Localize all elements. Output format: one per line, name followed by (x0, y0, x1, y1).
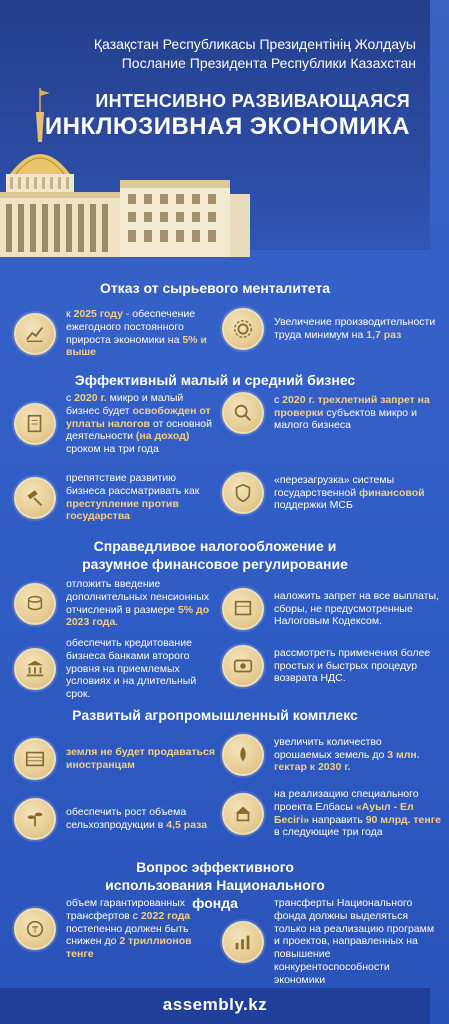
pension-coins-icon (14, 583, 56, 625)
header-title-ru: Послание Президента Республики Казахстан (121, 55, 416, 71)
no-inspection-icon (222, 392, 264, 434)
footer-site[interactable]: assembly.kz (0, 988, 430, 1024)
growth-chart-icon (14, 313, 56, 355)
item-text: препятствие развитию бизнеса рассматривать как преступление против государства (66, 472, 200, 523)
list-item (222, 308, 444, 350)
item-text: обеспечить рост объема сельхозпродукции в 4,5 раза (66, 806, 208, 831)
irrigation-icon (222, 734, 264, 776)
land-field-icon (14, 738, 56, 780)
item-text: на реализацию специального проекта Елбасы «Ауыл - Ел Бесігі» направить 90 млрд. тенге в следующие три года (274, 788, 441, 839)
item-text: трансферты Национального фонда должны выделяться только на реализацию программ и проектов, направленных на повышение конкурентоспособности экономики (274, 897, 435, 986)
header-banner (0, 0, 430, 250)
item-text: «перезагрузка» системы государственной финансовой поддержки МСБ (274, 473, 425, 512)
list-item (222, 588, 449, 630)
item-text: наложить запрет на все выплаты, сборы, не предусмотренные Налоговым Кодексом. (274, 589, 439, 628)
list-item (14, 308, 216, 359)
item-text: с 2020 г. трехлетний запрет на проверки субъектов микро и малого бизнеса (274, 393, 430, 432)
list-item (222, 788, 444, 839)
gavel-icon (14, 477, 56, 519)
main-heading-line2: ИНКЛЮЗИВНАЯ ЭКОНОМИКА (44, 113, 410, 140)
list-item (14, 637, 216, 701)
list-item (14, 578, 216, 629)
agro-plant-icon (14, 798, 56, 840)
list-item (14, 897, 216, 961)
bank-credit-icon (14, 648, 56, 690)
transfer-fund-icon (14, 908, 56, 950)
tax-code-icon (222, 588, 264, 630)
list-item (14, 392, 216, 456)
section-title-raw-materials: Отказ от сырьевого менталитета (99, 280, 331, 296)
list-item (14, 738, 216, 780)
productivity-gear-icon (222, 308, 264, 350)
list-item (222, 897, 439, 987)
item-text: рассмотреть применения более простых и быстрых процедур возврата НДС. (274, 646, 431, 685)
village-project-icon (222, 793, 264, 835)
item-text: земля не будет продаваться иностранцам (66, 746, 215, 771)
item-text: увеличить количество орошаемых земель до 3 млн. гектар к 2030 г. (274, 735, 420, 774)
vat-refund-icon (222, 645, 264, 687)
svg-text:₸: ₸ (32, 924, 38, 936)
list-item (222, 392, 444, 434)
list-item (222, 472, 444, 514)
item-text: с 2020 г. микро и малый бизнес будет освобожден от уплаты налогов от основной деятельности (на доход) сроком на три года (66, 392, 213, 456)
item-text: к 2025 году - обеспечение ежегодного постоянного прироста экономики на 5% и выше (66, 308, 207, 359)
section-title-small-business: Эффективный малый и средний бизнес (74, 372, 356, 388)
list-item (14, 472, 216, 523)
section-title-taxation: Справедливое налогообложение и разумное финансовое регулирование (82, 538, 348, 572)
investment-chart-icon (222, 921, 264, 963)
tax-document-icon (14, 403, 56, 445)
section-title-national-fund: Вопрос эффективного использования Национального фонда (105, 859, 325, 911)
list-item (222, 645, 434, 687)
list-item (14, 798, 216, 840)
item-text: отложить введение дополнительных пенсионных отчислений в размере 5% до 2023 года. (66, 578, 210, 629)
list-item (222, 734, 439, 776)
item-text: Увеличение производительности труда минимум на 1,7 раз (274, 316, 436, 341)
item-text: объем гарантированных трансфертов с 2022 года постепенно должен быть снижен до 2 триллионов тенге (66, 897, 192, 961)
section-title-agro: Развитый агропромышленный комплекс (72, 707, 358, 723)
header-title-kz: Қазақстан Республикасы Президентінің Жолдауы (93, 36, 416, 52)
main-heading-line1: ИНТЕНСИВНО РАЗВИВАЮЩАЯСЯ (95, 91, 410, 111)
support-shield-icon (222, 472, 264, 514)
item-text: обеспечить кредитование бизнеса банками второго уровня на приемлемых условиях и на длительный срок. (66, 637, 197, 701)
